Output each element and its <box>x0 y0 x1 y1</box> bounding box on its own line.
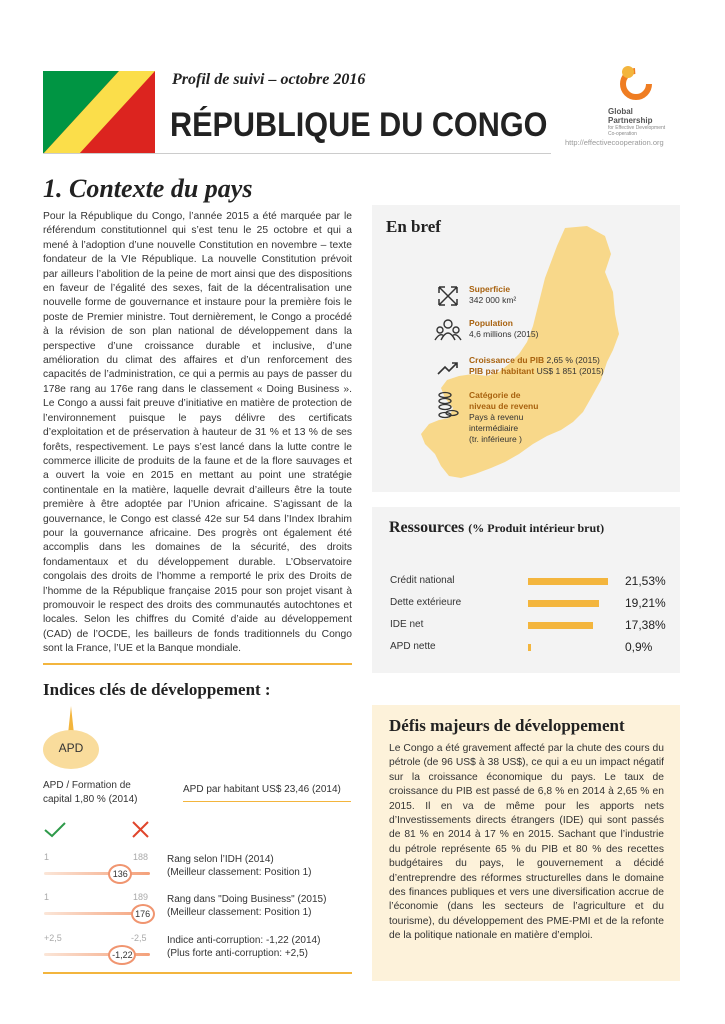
slider-min: 1 <box>44 892 50 902</box>
slider-max: -2,5 <box>131 933 147 943</box>
page-title: RÉPUBLIQUE DU CONGO <box>170 106 548 144</box>
categorie-label-1: Catégorie de <box>469 390 521 400</box>
ressources-title <box>389 519 604 537</box>
ressources-title-suffix: (% Produit intérieur brut) <box>468 521 605 535</box>
categorie-value-2: intermédiaire <box>469 423 519 433</box>
ressource-bar <box>528 622 593 629</box>
categorie-block <box>469 390 538 445</box>
idh-label <box>167 853 312 879</box>
slider-min: +2,5 <box>44 933 62 943</box>
apd-formation <box>43 779 138 807</box>
superficie-label: Superficie <box>469 284 511 294</box>
ressource-bar <box>528 600 599 607</box>
en-bref-title: En bref <box>386 217 441 236</box>
coins-icon <box>436 390 460 420</box>
section-divider <box>43 663 352 665</box>
ressource-value: 21,53% <box>625 574 666 588</box>
ressource-label: Dette extérieure <box>390 597 462 608</box>
gpedc-logo <box>608 62 688 137</box>
logo-line-1: Global <box>608 107 633 116</box>
superficie-value: 342 000 km² <box>469 295 517 305</box>
expand-arrows-icon <box>436 284 460 308</box>
slider-max: 189 <box>133 892 149 902</box>
ressource-bar <box>528 578 608 585</box>
ressource-value: 17,38% <box>625 618 666 632</box>
defis-title: Défis majeurs de développement <box>389 716 625 735</box>
trend-up-icon <box>436 356 460 380</box>
idh-label-line-1: Rang selon l’IDH (2014) <box>167 854 274 865</box>
slider-knob: 136 <box>108 864 132 884</box>
slider-track <box>44 872 150 875</box>
ressource-label: Crédit national <box>390 575 455 586</box>
apd-per-capita-underline <box>183 801 351 802</box>
slider-knob: 176 <box>131 904 155 924</box>
population-block <box>469 318 538 340</box>
croissance-label: Croissance du PIB <box>469 355 545 365</box>
logo-line-2: Partnership <box>608 116 653 125</box>
pib-label: PIB par habitant <box>469 366 535 376</box>
anti-corruption-line-2: (Plus forte anti-corruption: +2,5) <box>167 948 308 959</box>
population-label: Population <box>469 318 513 328</box>
context-section-title: 1. Contexte du pays <box>43 174 253 203</box>
apd-formation-line-1: APD / Formation de <box>43 780 131 791</box>
categorie-label-2: niveau de revenu <box>469 401 539 411</box>
categorie-value-1: Pays à revenu <box>469 412 524 422</box>
superficie-block <box>469 284 516 306</box>
header-divider <box>43 153 551 154</box>
apd-per-capita: APD par habitant US$ 23,46 (2014) <box>183 784 341 795</box>
population-value: 4,6 millions (2015) <box>469 329 539 339</box>
defis-paragraph: Le Congo a été gravement affecté par la chute des cours du pétrole (de 96 US$ à 38 US$), ce qui a eu un impact négatif sur la croissance économique du pays. Le taux de croissance du PIB est passé de 6,8 % en 2014 à 2,65 % en 2015. Il en va de même pour les apports nets d’Investissements directs étrangers (IDE) qui sont passés de 81 % en 2014 à 17 % en 2015. Sachant que l’industrie du pétrole représente 65 % du PIB et 80 % des recettes budgétaires du pays, le gouvernement a décidé d’entreprendre des réformes structurelles dans le domaine des finances publiques et vers une diversification accrue de l’économie (dans les secteurs de l’agriculture et du tourisme), du développement des PME-PMI et de la refonte de la politique nationale en matière d’emploi. <box>389 743 664 942</box>
apd-formation-line-2: capital 1,80 % (2014) <box>43 794 138 805</box>
doing-business-line-2: (Meilleur classement: Position 1) <box>167 907 312 918</box>
ressource-value: 19,21% <box>625 596 666 610</box>
cross-icon <box>132 821 149 838</box>
ressources-title-main: Ressources <box>389 519 465 536</box>
categorie-value-3: (tr. inférieure ) <box>469 434 522 444</box>
ressource-value: 0,9% <box>625 640 653 654</box>
doing-business-line-1: Rang dans "Doing Business" (2015) <box>167 894 327 905</box>
doing-business-label <box>167 893 326 919</box>
section-divider <box>43 972 352 974</box>
gpedc-logo-icon <box>608 62 652 102</box>
pib-value: US$ 1 851 (2015) <box>536 366 604 376</box>
apd-badge: APD <box>58 741 84 755</box>
idh-label-line-2: (Meilleur classement: Position 1) <box>167 867 312 878</box>
indices-title: Indices clés de développement : <box>43 680 271 699</box>
logo-line-4: Co-operation <box>608 131 637 137</box>
logo-line-3: for Effective Development <box>608 125 666 131</box>
slider-min: 1 <box>44 852 50 862</box>
croissance-block <box>469 355 604 377</box>
context-paragraph: Pour la République du Congo, l’année 2015 a été marquée par le référendum constitutionnel qui s’est tenu le 25 octobre et qui a mené à l’adoption d’une nouvelle Constitution en novembre – texte fondateur de la VIe République. La nouvelle Constitution prévoit par ailleurs l’abolition de la peine de mort ainsi que des dispositions en faveur de l’égalité des sexes, fait de la décentralisation une nouvelle forme de gouvernance et instaure pour la première fois le poste de Premier ministre. Tout dernièrement, le Congo a procédé à la révision de son plan national de développement dans la perspective d’une croissance durable et inclusive, d’une amélioration du climat des affaires et d’un renforcement des capacités de l’administration, ce qui a permis au pays de passer du 178e rang au 176e rang dans le classement « Doing Business ». Le Congo a aussi fait preuve d’initiative en matière de protection de l’environnement puisque le pays délivre des certificats d’exploitation et de préservation à hauteur de 31 % et 13 % de ses forêts, respectivement. Le pays s’est lancé dans la lutte contre le commerce illicite de produits de la faune et de la flore sauvages et a ouvert la voie en 2015 en mettant au point une stratégie continentale en la matière, laquelle devrait d’ailleurs être la toute première à être adoptée par l’Union africaine. S’agissant de la gouvernance, le Congo est classé 42e sur 54 dans l’Index Ibrahim pour la gouvernance africaine. Des progrès ont également été accomplis dans les domaines de la sécurité, des droits fondamentaux et du développement durable. L’Observatoire congolais des droits de l’homme a remporté le prix des Droits de l’homme de la République française 2015 pour son projet visant à promouvoir le respect des droits des communautés autochtones et locales. Selon les chiffres du Comité d’aide au développement (CAD) de l’OCDE, les bailleurs de fonds traditionnels du Congo sont la France, l’UE et la Banque mondiale. <box>43 211 352 655</box>
slider-max: 188 <box>133 852 149 862</box>
anti-corruption-label <box>167 934 320 960</box>
anti-corruption-line-1: Indice anti-corruption: -1,22 (2014) <box>167 935 321 946</box>
slider-knob: -1,22 <box>108 945 136 965</box>
people-icon <box>434 318 462 342</box>
congo-flag <box>43 71 155 154</box>
ressource-label: IDE net <box>390 619 424 630</box>
check-icon <box>44 822 66 838</box>
page-subtitle: Profil de suivi – octobre 2016 <box>172 71 366 88</box>
ressource-label: APD nette <box>390 641 436 652</box>
croissance-value: 2,65 % (2015) <box>546 355 600 365</box>
website-link[interactable]: http://effectivecooperation.org <box>565 138 664 147</box>
ressource-bar <box>528 644 531 651</box>
